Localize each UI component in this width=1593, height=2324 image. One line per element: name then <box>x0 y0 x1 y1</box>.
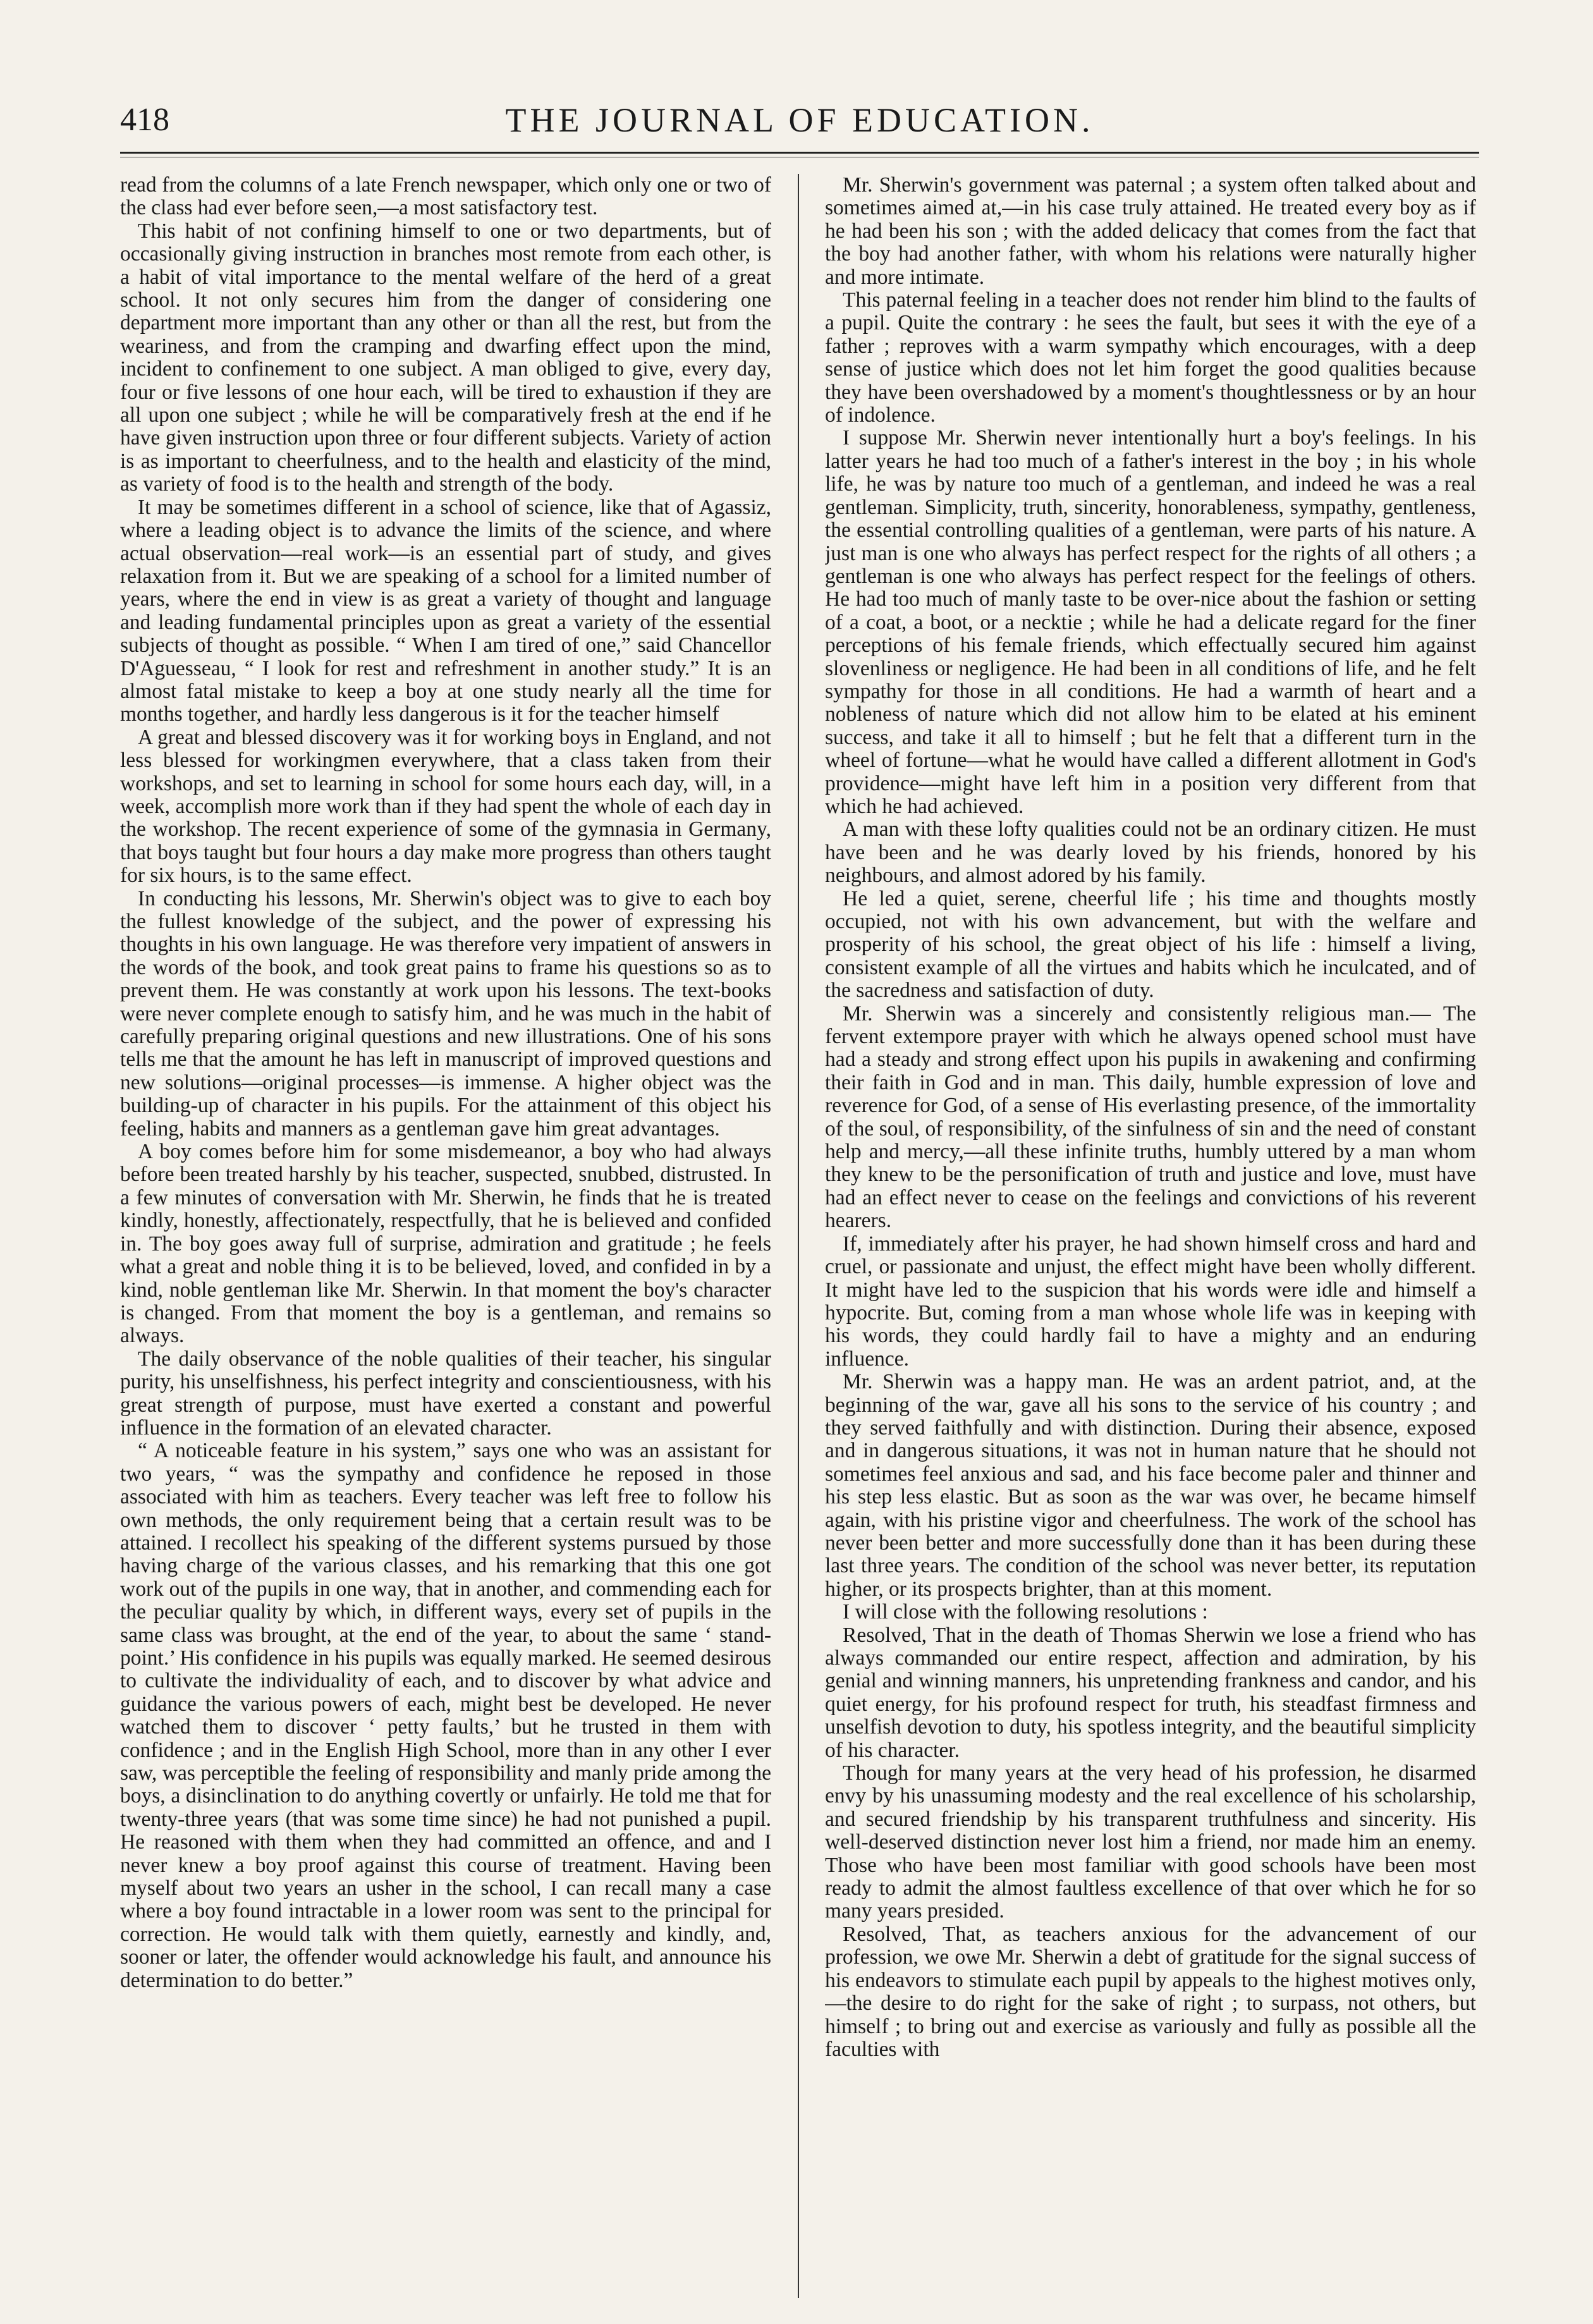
left-column <box>120 174 771 2298</box>
paragraph: Resolved, That, as teachers anxious for the advancement of our profession, we owe Mr. Sherwin a debt of gratitude for the signal success of his endeavors to stimulate each pupil by appeals to the highest motives only,—the desire to do right for the sake of right ; to surpass, not others, but himself ; to bring out and exercise as variously and fully as possible all the faculties with <box>825 1922 1476 2061</box>
page-number: 418 <box>120 102 169 138</box>
paragraph: Mr. Sherwin was a happy man. He was an ardent patriot, and, at the beginning of the war, gave all his sons to the service of his country ; and they served faithfully and with distinction. During their absence, exposed and in dangerous situations, it was not in human nature that he should not sometimes feel anxious and sad, and his face become paler and thinner and his step less elastic. But as soon as the war was over, he became himself again, with his pristine vigor and cheerfulness. The work of the school has never been better and more successfully done than it has been during these last three years. The condition of the school was never better, its reputation higher, or its prospects brighter, than at this moment. <box>825 1370 1476 1601</box>
right-column <box>825 174 1476 2298</box>
paragraph: A boy comes before him for some misdemeanor, a boy who had always before been treated harshly by his teacher, suspected, snubbed, distrusted. In a few minutes of conversation with Mr. Sherwin, he finds that he is treated kindly, honestly, affectionately, respectfully, that he is believed and confided in. The boy goes away full of surprise, admiration and gratitude ; he feels what a great and noble thing it is to be believed, loved, and confided in by a kind, noble gentleman like Mr. Sherwin. In that moment the boy's character is changed. From that moment the boy is a gentleman, and remains so always. <box>120 1140 771 1348</box>
paragraph: He led a quiet, serene, cheerful life ; his time and thoughts mostly occupied, not with his own advancement, but with the welfare and prosperity of his school, the great object of his life : himself a living, consistent example of all the virtues and habits which he inculcated, and of the sacredness and satisfaction of duty. <box>825 886 1476 1003</box>
journal-title: THE JOURNAL OF EDUCATION. <box>505 101 1094 139</box>
paragraph: It may be sometimes different in a school of science, like that of Agassiz, where a leading object is to advance the limits of the science, and where actual observation—real work—is an essential part of study, and gives relaxation from it. But we are speaking of a school for a limited number of years, where the end in view is as great a variety of thought and language and leading fundamental principles upon as great a variety of the essential subjects of thought as possible. “ When I am tired of one,” said Chancellor D'Aguesseau, “ I look for rest and refreshment in another study.” It is an almost fatal mistake to keep a boy at one study nearly all the time for months together, and hardly less dangerous is it for the teacher himself <box>120 495 771 726</box>
paragraph: read from the columns of a late French newspaper, which only one or two of the class had ever before seen,—a most satisfactory test. <box>120 174 771 220</box>
paragraph: A great and blessed discovery was it for working boys in England, and not less blessed for workingmen everywhere, that a class taken from their workshops, and set to learning in school for some hours each day, will, in a week, accomplish more work than if they had spent the whole of each day in the workshop. The recent experience of some of the gymnasia in Germany, that boys taught but four hours a day make more progress than others taught for six hours, is to the same effect. <box>120 725 771 888</box>
paragraph: I suppose Mr. Sherwin never intentionally hurt a boy's feelings. In his latter years he had too much of a father's interest in the boy ; in his whole life, he was by nature too much of a gentleman, and indeed he was a real gentleman. Simplicity, truth, sincerity, honorableness, sympathy, gentleness, the essential controlling qualities of a gentleman, were parts of his nature. A just man is one who always has perfect respect for the rights of all others ; a gentleman is one who always has perfect respect for the feelings of others. He had too much of manly taste to be over-nice about the fashion or setting of a coat, a boot, or a necktie ; while he had a delicate regard for the finer perceptions of his female friends, which effectually secured him against slovenliness or negligence. He had been in all conditions of life, and he felt sympathy for those in all conditions. He had a warmth of heart and a nobleness of nature which did not allow him to be elated at his eminent success, and take it all to himself ; but he felt that a different turn in the wheel of fortune—what he would have called a different allotment in God's providence—might have left him in a position very different from that which he had achieved. <box>825 426 1476 818</box>
paragraph: This paternal feeling in a teacher does not render him blind to the faults of a pupil. Quite the contrary : he sees the fault, but sees it with the eye of a father ; reproves with a warm sympathy which encourages, with a deep sense of justice which does not let him forget the good qualities because they have been overshadowed by a moment's thoughtlessness or by an hour of indolence. <box>825 288 1476 427</box>
paragraph: Mr. Sherwin's government was paternal ; a system often talked about and sometimes aimed at,—in his case truly attained. He treated every boy as if he had been his son ; with the added delicacy that comes from the fact that the boy had another father, with whom his relations were naturally higher and more intimate. <box>825 174 1476 289</box>
paragraph: I will close with the following resolutions : <box>843 1600 1208 1624</box>
paragraph: In conducting his lessons, Mr. Sherwin's object was to give to each boy the fullest knowledge of the subject, and the power of expressing his thoughts in his own language. He was therefore very impatient of answers in the words of the book, and took great pains to frame his questions so as to prevent them. He was constantly at work upon his lessons. The text-books were never complete enough to satisfy him, and he was much in the habit of carefully preparing original questions and new illustrations. One of his sons tells me that the amount he has left in manuscript of improved questions and new solutions—original processes—is immense. A higher object was the building-up of character in his pupils. For the attainment of this object his feeling, habits and manners as a gentleman gave him great advantages. <box>120 886 771 1141</box>
paragraph: “ A noticeable feature in his system,” says one who was an assistant for two years, “ was the sympathy and confidence he reposed in those associated with him as teachers. Every teacher was left free to follow his own methods, the only requirement being that a certain result was to be attained. I recollect his speaking of the different systems pursued by those having charge of the various classes, and his remarking that this one got work out of the pupils in one way, that in another, and commending each for the peculiar quality by which, in different ways, every set of pupils in the same class was brought, at the end of the year, to about the same ‘ stand-point.’ His confidence in his pupils was equally marked. He seemed desirous to cultivate the individuality of each, and to discover by what advice and guidance the various powers of each, might best be developed. He never watched them to discover ‘ petty faults,’ but he trusted in them with confidence ; and in the English High School, more than in any other I ever saw, was perceptible the feeling of responsibility and manly pride among the boys, a disinclination to do anything covertly or unfairly. He told me that for twenty-three years (that was some time since) he had not punished a pupil. He reasoned with them when they had committed an offence, and and I never knew a boy proof against this course of treatment. Having been myself about two years an usher in the school, I can recall many a case where a boy found intractable in a lower room was sent to the principal for correction. He would talk with them quietly, earnestly and kindly, and, sooner or later, the offender would acknowledge his fault, and announce his determination to do better.” <box>120 1439 771 1992</box>
column-divider <box>798 174 799 2298</box>
paragraph: If, immediately after his prayer, he had shown himself cross and hard and cruel, or passionate and unjust, the effect might have been wholly different. It might have led to the suspicion that his words were idle and himself a hypocrite. But, coming from a man whose whole life was in keeping with his words, they could hardly fail to have a mighty and an enduring influence. <box>825 1232 1476 1371</box>
paragraph: Though for many years at the very head of his profession, he disarmed envy by his unassuming modesty and the real excellence of his scholarship, and secured friendship by his transparent truthfulness and sincerity. His well-deserved distinction never lost him a friend, nor made him an enemy. Those who have been most familiar with good schools have been most ready to admit the almost faultless excellence of that over which he for so many years presided. <box>825 1761 1476 1923</box>
page-header <box>120 95 1479 145</box>
paragraph: Resolved, That in the death of Thomas Sherwin we lose a friend who has always commanded our entire respect, affection and admiration, by his genial and winning manners, his unpretending frankness and candor, and his quiet energy, for his profound respect for truth, his steadfast firmness and unselfish devotion to duty, his spotless integrity, and the beautiful simplicity of his character. <box>825 1623 1476 1762</box>
paragraph: The daily observance of the noble qualities of their teacher, his singular purity, his unselfishness, his perfect integrity and conscientiousness, with his great strength of purpose, must have exerted a constant and powerful influence in the formation of an elevated character. <box>120 1347 771 1440</box>
paragraph: Mr. Sherwin was a sincerely and consistently religious man.— The fervent extempore prayer with which he always opened school must have had a steady and strong effect upon his pupils in awakening and confirming their faith in God and in man. This daily, humble expression of love and reverence for God, of a sense of His everlasting presence, of the immortality of the soul, of responsibility, of the sinfulness of sin and the need of constant help and mercy,—all these infinite truths, humbly uttered by a man whom they knew to be the personification of truth and justice and love, must have had an effect never to cease on the feelings and convictions of his reverent hearers. <box>825 1001 1476 1233</box>
header-rule <box>120 152 1479 154</box>
paragraph: A man with these lofty qualities could not be an ordinary citizen. He must have been and he was dearly loved by his friends, honored by his neighbours, and almost adored by his family. <box>825 817 1476 888</box>
paragraph: This habit of not confining himself to one or two departments, but of occasionally giving instruction in branches most remote from each other, is a habit of vital importance to the mental welfare of the herd of a great school. It not only secures him from the danger of considering one department more important than any other or than all the rest, but from the weariness, and from the cramping and dwarfing effect upon the mind, incident to confinement to one subject. A man obliged to give, every day, four or five lessons of one hour each, will be tired to exhaustion if they are all upon one subject ; while he will be comparatively fresh at the end if he have given instruction upon three or four different subjects. Variety of action is as important to cheerfulness, and to the health and elasticity of the mind, as variety of food is to the health and strength of the body. <box>120 219 771 496</box>
